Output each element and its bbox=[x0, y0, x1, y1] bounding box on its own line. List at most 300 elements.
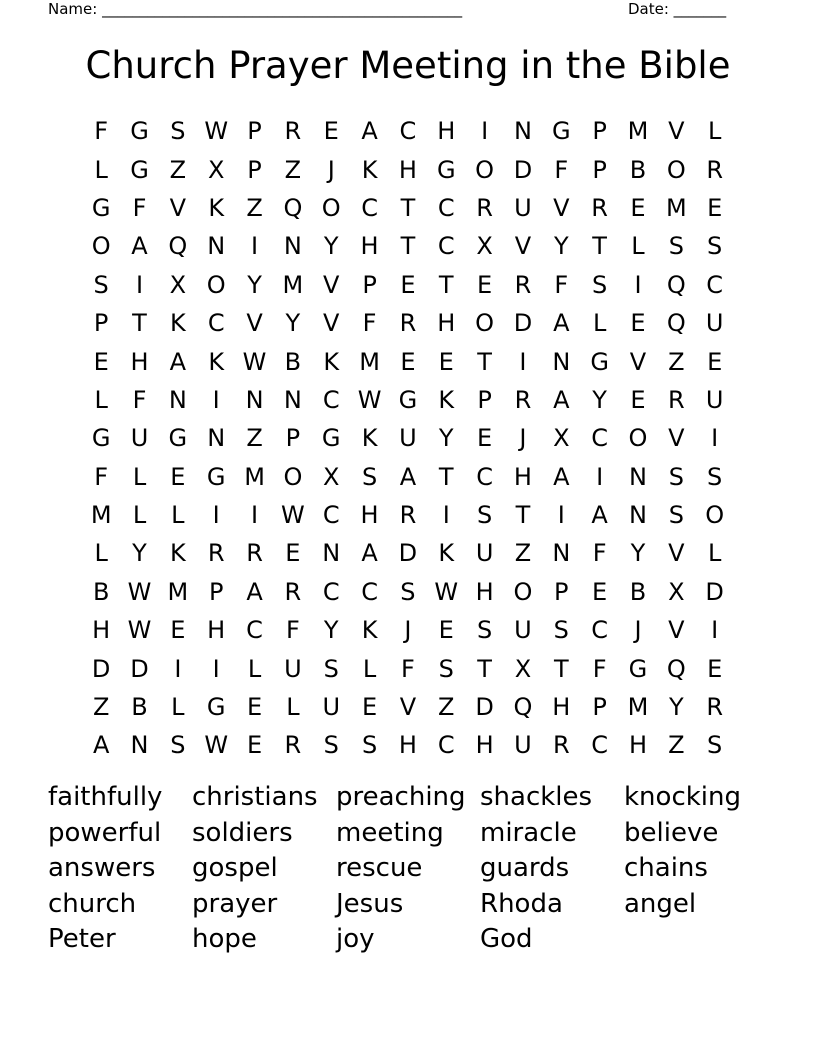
grid-letter: F bbox=[592, 654, 607, 683]
grid-letter: X bbox=[323, 462, 340, 491]
grid-letter: H bbox=[437, 117, 456, 146]
grid-letter: S bbox=[93, 270, 109, 299]
grid-letter: V bbox=[629, 347, 647, 376]
grid-letter: I bbox=[212, 385, 220, 414]
grid-letter: S bbox=[707, 731, 723, 760]
grid-letter: W bbox=[242, 347, 267, 376]
grid-letter: C bbox=[591, 616, 609, 645]
grid-letter: G bbox=[130, 155, 149, 184]
grid-letter: V bbox=[323, 309, 340, 338]
grid-letter: C bbox=[437, 232, 455, 261]
grid-letter: Q bbox=[283, 193, 303, 222]
grid-row bbox=[82, 496, 734, 534]
grid-letter: L bbox=[247, 654, 262, 683]
grid-letter: F bbox=[94, 462, 109, 491]
grid-letter: G bbox=[590, 347, 609, 376]
grid-letter: Z bbox=[514, 539, 532, 568]
grid-letter: M bbox=[359, 347, 380, 376]
grid-letter: G bbox=[628, 654, 648, 683]
grid-letter: E bbox=[630, 193, 646, 222]
grid-letter: I bbox=[711, 424, 719, 453]
grid-letter: V bbox=[246, 309, 263, 338]
grid-letter: E bbox=[630, 385, 646, 414]
word-list-item: chains bbox=[624, 853, 708, 884]
grid-letter: Z bbox=[438, 693, 455, 722]
grid-letter: S bbox=[323, 654, 339, 683]
grid-letter: C bbox=[591, 424, 609, 453]
word-list-item: answers bbox=[48, 853, 156, 884]
grid-letter: W bbox=[127, 616, 152, 645]
grid-letter: V bbox=[553, 193, 570, 222]
grid-letter: S bbox=[707, 232, 723, 261]
grid-letter: C bbox=[437, 731, 455, 760]
grid-letter: E bbox=[477, 424, 493, 453]
grid-letter: O bbox=[475, 309, 495, 338]
grid-row bbox=[82, 726, 734, 764]
grid-letter: I bbox=[596, 462, 604, 491]
grid-letter: N bbox=[552, 347, 571, 376]
grid-letter: O bbox=[475, 155, 495, 184]
grid-letter: K bbox=[361, 155, 378, 184]
grid-letter: F bbox=[554, 270, 569, 299]
grid-letter: P bbox=[362, 270, 377, 299]
grid-letter: U bbox=[284, 654, 302, 683]
grid-letter: O bbox=[705, 501, 725, 530]
grid-letter: H bbox=[207, 616, 226, 645]
word-list-item: meeting bbox=[336, 817, 444, 848]
grid-letter: B bbox=[131, 693, 148, 722]
grid-letter: Q bbox=[168, 232, 188, 261]
grid-letter: R bbox=[667, 385, 685, 414]
page-title: Church Prayer Meeting in the Bible bbox=[85, 44, 731, 87]
grid-letter: D bbox=[513, 155, 533, 184]
grid-letter: H bbox=[475, 577, 494, 606]
grid-letter: S bbox=[707, 462, 723, 491]
grid-letter: K bbox=[323, 347, 340, 376]
grid-letter: M bbox=[244, 462, 265, 491]
grid-letter: O bbox=[283, 462, 303, 491]
grid-letter: Y bbox=[132, 539, 147, 568]
grid-letter: K bbox=[208, 193, 225, 222]
grid-letter: V bbox=[514, 232, 532, 261]
grid-letter: M bbox=[665, 193, 687, 222]
header bbox=[0, 0, 816, 20]
grid-letter: O bbox=[666, 155, 686, 184]
grid-letter: S bbox=[170, 731, 186, 760]
grid-letter: S bbox=[400, 577, 416, 606]
grid-letter: F bbox=[94, 117, 109, 146]
grid-letter: C bbox=[437, 193, 455, 222]
grid-letter: V bbox=[668, 616, 685, 645]
grid-letter: M bbox=[282, 270, 304, 299]
grid-letter: C bbox=[361, 193, 378, 222]
word-list-item: church bbox=[48, 888, 137, 919]
grid-letter: T bbox=[477, 347, 492, 376]
grid-letter: G bbox=[321, 424, 341, 453]
grid-row bbox=[82, 227, 734, 265]
grid-letter: H bbox=[628, 731, 647, 760]
grid-letter: L bbox=[94, 155, 108, 184]
grid-letter: N bbox=[283, 385, 302, 414]
grid-letter: F bbox=[132, 385, 147, 414]
grid-letter: W bbox=[281, 501, 305, 530]
grid-letter: U bbox=[514, 193, 532, 222]
grid-letter: E bbox=[438, 616, 454, 645]
grid-letter: R bbox=[552, 731, 570, 760]
grid-letter: J bbox=[519, 424, 527, 453]
grid-letter: O bbox=[91, 232, 111, 261]
grid-letter: C bbox=[322, 501, 340, 530]
word-list-item: prayer bbox=[192, 888, 278, 919]
grid-letter: S bbox=[170, 117, 186, 146]
grid-letter: L bbox=[94, 539, 108, 568]
grid-letter: H bbox=[92, 616, 111, 645]
grid-letter: I bbox=[174, 654, 182, 683]
grid-letter: U bbox=[514, 731, 532, 760]
grid-letter: H bbox=[437, 309, 456, 338]
grid-letter: U bbox=[475, 539, 494, 568]
grid-letter: V bbox=[399, 693, 417, 722]
grid-letter: O bbox=[321, 193, 341, 222]
grid-letter: G bbox=[206, 462, 226, 491]
grid-letter: B bbox=[92, 577, 110, 606]
grid-letter: K bbox=[361, 424, 378, 453]
grid-letter: Z bbox=[92, 693, 110, 722]
grid-letter: E bbox=[592, 577, 608, 606]
grid-letter: V bbox=[668, 424, 685, 453]
grid-letter: R bbox=[706, 155, 724, 184]
grid-letter: S bbox=[668, 501, 684, 530]
grid-letter: E bbox=[707, 347, 723, 376]
grid-letter: L bbox=[707, 539, 722, 568]
grid-letter: I bbox=[634, 270, 642, 299]
grid-letter: H bbox=[130, 347, 149, 376]
grid-letter: D bbox=[475, 693, 494, 722]
grid-row bbox=[82, 342, 734, 380]
grid-letter: W bbox=[204, 117, 229, 146]
grid-letter: R bbox=[706, 693, 724, 722]
grid-letter: N bbox=[322, 539, 341, 568]
grid-letter: B bbox=[629, 155, 647, 184]
grid-letter: L bbox=[707, 117, 722, 146]
word-list-item: gospel bbox=[192, 853, 278, 884]
grid-letter: A bbox=[553, 385, 570, 414]
grid-letter: C bbox=[706, 270, 724, 299]
grid-letter: N bbox=[207, 424, 226, 453]
grid-letter: R bbox=[284, 577, 302, 606]
word-list-item: guards bbox=[480, 853, 570, 884]
grid-letter: U bbox=[322, 693, 341, 722]
grid-letter: X bbox=[514, 654, 532, 683]
grid-letter: L bbox=[132, 501, 147, 530]
grid-letter: I bbox=[481, 117, 489, 146]
grid-letter: C bbox=[322, 577, 340, 606]
grid-letter: Y bbox=[553, 232, 569, 261]
grid-letter: T bbox=[477, 654, 492, 683]
word-list-item: believe bbox=[624, 817, 719, 848]
grid-row bbox=[82, 266, 734, 304]
grid-letter: X bbox=[476, 232, 493, 261]
grid-letter: U bbox=[130, 424, 149, 453]
grid-letter: N bbox=[207, 232, 226, 261]
grid-letter: R bbox=[246, 539, 263, 568]
grid-row bbox=[82, 573, 734, 611]
grid-letter: T bbox=[400, 193, 416, 222]
grid-letter: Y bbox=[323, 232, 339, 261]
grid-letter: G bbox=[551, 117, 571, 146]
grid-letter: E bbox=[93, 347, 109, 376]
grid-letter: L bbox=[171, 693, 185, 722]
word-list-item: christians bbox=[192, 782, 318, 812]
grid-row bbox=[82, 419, 734, 457]
grid-letter: P bbox=[208, 577, 224, 606]
grid-letter: L bbox=[592, 309, 607, 338]
grid-letter: P bbox=[247, 155, 262, 184]
grid-letter: E bbox=[400, 347, 416, 376]
grid-letter: S bbox=[476, 616, 493, 645]
grid-letter: F bbox=[132, 193, 147, 222]
grid-letter: N bbox=[245, 385, 264, 414]
grid-letter: D bbox=[398, 539, 418, 568]
grid-letter: K bbox=[361, 616, 378, 645]
grid-row bbox=[82, 381, 734, 419]
grid-letter: P bbox=[554, 577, 569, 606]
grid-letter: E bbox=[170, 616, 186, 645]
grid-letter: F bbox=[401, 654, 415, 683]
grid-letter: C bbox=[399, 117, 417, 146]
grid-letter: X bbox=[169, 270, 187, 299]
grid-letter: V bbox=[668, 539, 685, 568]
grid-letter: S bbox=[476, 501, 493, 530]
grid-letter: N bbox=[629, 501, 647, 530]
grid-letter: T bbox=[438, 270, 454, 299]
grid-letter: E bbox=[400, 270, 416, 299]
grid-letter: Y bbox=[285, 309, 301, 338]
grid-letter: S bbox=[323, 731, 339, 760]
grid-letter: Y bbox=[323, 616, 339, 645]
grid-letter: E bbox=[707, 654, 723, 683]
grid-letter: F bbox=[592, 539, 607, 568]
grid-letter: G bbox=[91, 193, 111, 222]
grid-letter: D bbox=[513, 309, 533, 338]
grid-letter: S bbox=[668, 232, 684, 261]
grid-letter: S bbox=[361, 731, 378, 760]
grid-letter: Q bbox=[666, 309, 686, 338]
grid-letter: S bbox=[361, 462, 378, 491]
grid-letter: R bbox=[284, 117, 302, 146]
grid-letter: X bbox=[668, 577, 685, 606]
grid-letter: G bbox=[91, 424, 111, 453]
grid-letter: Z bbox=[284, 155, 302, 184]
grid-letter: E bbox=[246, 731, 263, 760]
grid-letter: E bbox=[707, 193, 723, 222]
grid-letter: K bbox=[208, 347, 225, 376]
grid-letter: R bbox=[514, 385, 532, 414]
grid-letter: I bbox=[135, 270, 144, 299]
grid-letter: M bbox=[167, 577, 189, 606]
grid-letter: C bbox=[591, 731, 609, 760]
grid-letter: B bbox=[284, 347, 302, 376]
grid-row bbox=[82, 189, 734, 227]
grid-letter: N bbox=[168, 385, 187, 414]
grid-letter: W bbox=[127, 577, 152, 606]
grid-letter: H bbox=[360, 232, 379, 261]
grid-letter: G bbox=[206, 693, 226, 722]
grid-letter: S bbox=[553, 616, 569, 645]
word-list-item: God bbox=[480, 924, 533, 955]
grid-letter: L bbox=[286, 693, 300, 722]
grid-row bbox=[82, 150, 734, 188]
grid-letter: T bbox=[132, 309, 147, 338]
grid-letter: T bbox=[438, 462, 454, 491]
grid-letter: Y bbox=[668, 693, 684, 722]
grid-letter: F bbox=[554, 155, 569, 184]
grid-letter: P bbox=[247, 117, 262, 146]
grid-letter: E bbox=[477, 270, 493, 299]
grid-letter: I bbox=[251, 501, 259, 530]
grid-letter: I bbox=[212, 501, 220, 530]
grid-letter: R bbox=[591, 193, 608, 222]
word-list-item: joy bbox=[336, 924, 375, 955]
grid-letter: G bbox=[398, 385, 418, 414]
word-list-item: hope bbox=[192, 924, 257, 955]
word-search-grid bbox=[82, 112, 734, 765]
grid-letter: I bbox=[251, 232, 259, 261]
grid-letter: A bbox=[169, 347, 187, 376]
grid-letter: N bbox=[629, 462, 647, 491]
word-list-item: faithfully bbox=[48, 782, 163, 812]
grid-letter: K bbox=[438, 385, 455, 414]
grid-letter: T bbox=[553, 654, 569, 683]
grid-letter: E bbox=[285, 539, 301, 568]
word-list-item: miracle bbox=[480, 817, 577, 848]
grid-letter: C bbox=[246, 616, 263, 645]
grid-row bbox=[82, 611, 734, 649]
grid-letter: O bbox=[513, 577, 533, 606]
grid-row bbox=[82, 649, 734, 687]
grid-letter: Z bbox=[246, 424, 263, 453]
grid-letter: D bbox=[130, 654, 149, 683]
grid-letter: I bbox=[519, 347, 527, 376]
grid-letter: W bbox=[357, 385, 382, 414]
grid-row bbox=[82, 112, 734, 150]
grid-letter: Y bbox=[592, 385, 607, 414]
grid-letter: A bbox=[92, 731, 110, 760]
word-list-item: Rhoda bbox=[480, 888, 563, 919]
grid-letter: P bbox=[592, 693, 607, 722]
grid-letter: D bbox=[705, 577, 724, 606]
grid-letter: N bbox=[130, 731, 149, 760]
grid-letter: R bbox=[514, 270, 532, 299]
grid-letter: X bbox=[553, 424, 570, 453]
grid-letter: M bbox=[627, 117, 649, 146]
grid-letter: A bbox=[553, 462, 570, 491]
grid-letter: J bbox=[327, 155, 335, 184]
grid-letter: F bbox=[285, 616, 300, 645]
word-list bbox=[48, 779, 768, 957]
grid-letter: A bbox=[361, 117, 378, 146]
grid-letter: N bbox=[552, 539, 571, 568]
grid-letter: K bbox=[438, 539, 455, 568]
grid-letter: L bbox=[132, 462, 147, 491]
grid-row bbox=[82, 458, 734, 496]
word-list-item: angel bbox=[624, 888, 697, 919]
grid-letter: M bbox=[627, 693, 649, 722]
grid-letter: E bbox=[246, 693, 263, 722]
grid-letter: T bbox=[400, 232, 416, 261]
grid-letter: I bbox=[212, 654, 220, 683]
grid-letter: K bbox=[169, 309, 186, 338]
grid-letter: I bbox=[711, 616, 719, 645]
grid-letter: P bbox=[93, 309, 109, 338]
grid-letter: W bbox=[434, 577, 459, 606]
grid-letter: A bbox=[553, 309, 570, 338]
grid-letter: Z bbox=[169, 155, 187, 184]
grid-letter: L bbox=[171, 501, 185, 530]
grid-letter: B bbox=[629, 577, 647, 606]
grid-letter: E bbox=[630, 309, 646, 338]
grid-letter: H bbox=[513, 462, 532, 491]
grid-letter: E bbox=[170, 462, 186, 491]
grid-letter: R bbox=[284, 731, 302, 760]
grid-letter: N bbox=[513, 117, 532, 146]
grid-letter: P bbox=[477, 385, 492, 414]
grid-letter: E bbox=[361, 693, 378, 722]
grid-letter: J bbox=[404, 616, 412, 645]
grid-letter: C bbox=[476, 462, 493, 491]
grid-letter: X bbox=[207, 155, 225, 184]
grid-letter: L bbox=[362, 654, 377, 683]
grid-letter: Z bbox=[246, 193, 263, 222]
word-list-item: preaching bbox=[336, 782, 466, 812]
grid-letter: M bbox=[90, 501, 112, 530]
grid-letter: A bbox=[131, 232, 148, 261]
grid-letter: J bbox=[634, 616, 642, 645]
grid-letter: V bbox=[668, 117, 685, 146]
grid-letter: A bbox=[399, 462, 417, 491]
date-field-label: Date: _______ bbox=[628, 0, 727, 18]
grid-letter: G bbox=[168, 424, 188, 453]
grid-letter: A bbox=[246, 577, 263, 606]
grid-letter: Z bbox=[668, 347, 685, 376]
grid-letter: H bbox=[398, 731, 417, 760]
grid-letter: T bbox=[592, 232, 607, 261]
grid-letter: S bbox=[668, 462, 684, 491]
grid-letter: I bbox=[442, 501, 450, 530]
word-list-item: rescue bbox=[336, 853, 423, 884]
grid-letter: P bbox=[592, 117, 607, 146]
word-list-item: soldiers bbox=[192, 817, 293, 848]
grid-letter: Q bbox=[666, 270, 686, 299]
grid-letter: N bbox=[283, 232, 302, 261]
word-list-item: knocking bbox=[624, 782, 741, 812]
grid-letter: G bbox=[436, 155, 456, 184]
grid-row bbox=[82, 688, 734, 726]
grid-letter: E bbox=[323, 117, 339, 146]
grid-letter: R bbox=[207, 539, 225, 568]
word-list-item: shackles bbox=[480, 782, 593, 812]
grid-letter: H bbox=[398, 155, 417, 184]
word-list-item: Peter bbox=[48, 924, 116, 955]
grid-letter: V bbox=[169, 193, 187, 222]
grid-letter: H bbox=[475, 731, 494, 760]
grid-letter: Q bbox=[513, 693, 533, 722]
grid-letter: C bbox=[207, 309, 225, 338]
grid-letter: Y bbox=[630, 539, 646, 568]
grid-letter: L bbox=[94, 385, 108, 414]
grid-letter: A bbox=[591, 501, 608, 530]
grid-letter: R bbox=[399, 501, 417, 530]
